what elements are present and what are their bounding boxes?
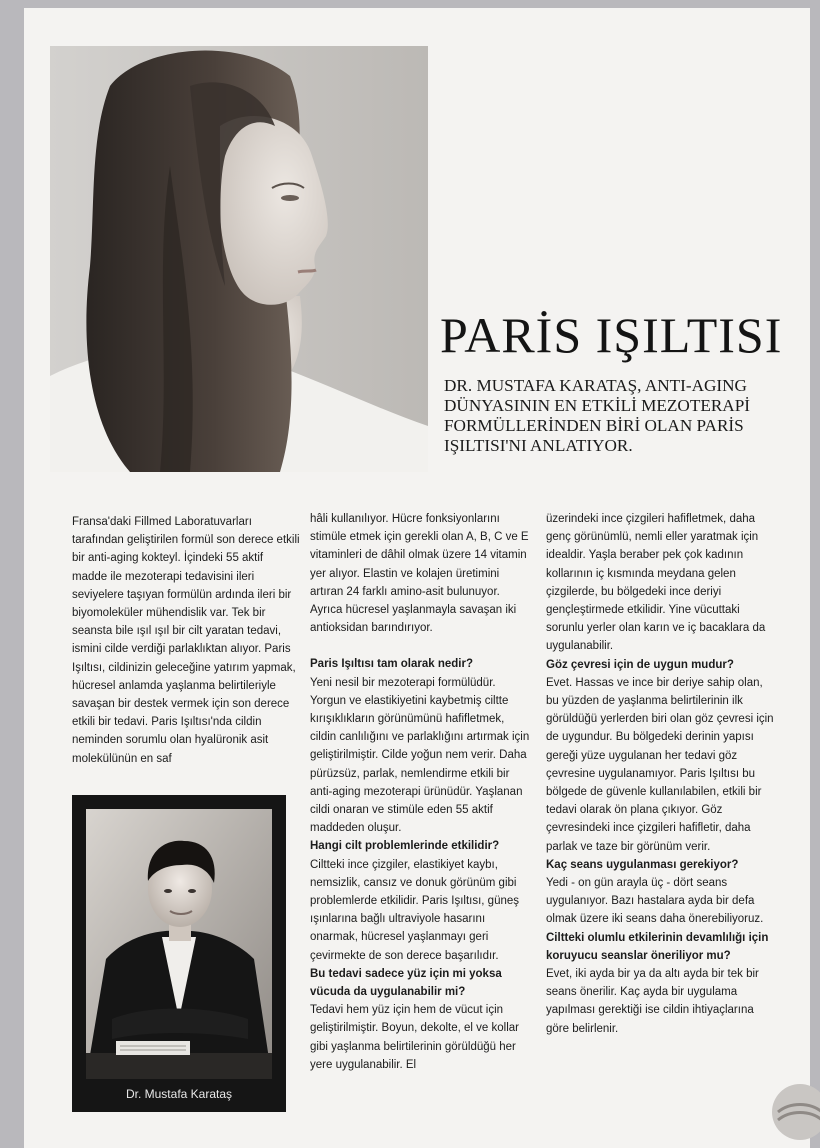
article-title: PARİS IŞILTISI: [440, 307, 783, 363]
text-column-1: [72, 513, 300, 768]
answer-paragraph: Tedavi hem yüz için hem de vücut için geliştirilmiştir. Boyun, dekolte, el ve kollar gibi yaşlanma belirtilerinin görüldüğü her yere uygulanabilir. El: [310, 1004, 519, 1071]
woman-portrait-illustration: [50, 46, 428, 472]
corner-emblem-icon: [770, 1082, 820, 1142]
intro-paragraph: Fransa'daki Fillmed Laboratuvarları tarafından geliştirilen formül son derece etkili bir anti-aging kokteyl. İçindeki 55 aktif madde ile mezoterapi tedavisini ileri seviyelere taşıyan formülün ardında ileri bir biyomoleküler mühendislik var. Tek bir seansta bile ışıl ışıl bir cilt yaratan tedavi, ismini cilde verdiği parlaklıktan alıyor. Paris Işıltısı, cildinizin geleceğine yatırım yapmak, hücresel anlamda yaşlanma belirtileriyle savaşan bir destek vermek için son derece etkili bir tedavi. Paris Işıltısı'nda cildin neminden sorumlu olan hyalüronik asit molekülünün en saf: [72, 516, 300, 765]
answer-paragraph: Ciltteki ince çizgiler, elastikiyet kaybı, nemsizlik, cansız ve donuk görünüm gibi problemlerde etkilidir. Paris Işıltısı, güneş ışınlarına bağlı ultraviyole hasarını onarmak, hücresel yaşlanmayı geri çevirmekte de son derece başarılıdır.: [310, 858, 520, 962]
question-heading: Paris Işıltısı tam olarak nedir?: [310, 658, 473, 671]
answer-paragraph: Yedi - on gün arayla üç - dört seans uygulanıyor. Bazı hastalara ayda bir defa olmak üzere iki seans daha önerebiliyoruz.: [546, 877, 764, 926]
photo-caption: Dr. Mustafa Karataş: [125, 1087, 233, 1101]
question-heading: Bu tedavi sadece yüz için mi yoksa vücuda da uygulanabilir mi?: [310, 967, 502, 999]
answer-paragraph: Yeni nesil bir mezoterapi formülüdür. Yorgun ve elastikiyetini kaybetmiş ciltte kırışıklıkların görünümünü hafifletmek, cildin canlılığını ve parlaklığını artırmak için geliştirilmiştir. Cilde yoğun nem verir. Daha pürüzsüz, parlak, nemlendirme etkili bir anti-aging mezoterapi ürünüdür. Yaşlanan cildi onaran ve stimüle eden 55 aktif maddeden oluşur.: [310, 676, 530, 835]
question-heading: Kaç seans uygulanması gerekiyor?: [546, 858, 739, 871]
text-column-3: [546, 510, 778, 1038]
question-heading: Göz çevresi için de uygun mudur?: [546, 658, 734, 671]
doctor-photo: [86, 809, 272, 1079]
answer-paragraph: Evet. Hassas ve ince bir deriye sahip olan, bu yüzden de yaşlanma belirtilerinin ilk görüldüğü yerlerden biri olan göz çevresi için de uygundur. Bu bölgedeki derinin yapısı gereği yüze uygulanan her tedavi göz çevresine uygulanamıyor. Paris Işıltısı bu bölgede de güvenle kullanılabilen, etkili bir tedavi olarak ön plana çıkıyor. Göz çevresindeki ince çizgileri hafifletir, daha parlak ve taze bir görünüm verir.: [546, 676, 774, 853]
paragraph-continued: üzerindeki ince çizgileri hafifletmek, daha genç görünümlü, nemli eller yaratmak için idealdir. Yaşla beraber pek çok kadının kollarının iç kısmında meydana gelen çizgilerde, bu bölgedeki ince deriyi gençleştirmede etkilidir. Yine vücuttaki sorunlu yerler olan karın ve iç bacaklara da uygulanabilir.: [546, 513, 766, 653]
paragraph-ingredients: hâli kullanılıyor. Hücre fonksiyonlarını stimüle etmek için gerekli olan A, B, C ve E vitaminleri de dâhil olmak üzere 14 vitamin yer alıyor. Elastin ve kolajen üretimini artıran 24 farklı amino-asit bulunuyor. Ayrıca hücresel yaşlanmayla savaşan iki antioksidan barındırıyor.: [310, 513, 529, 635]
doctor-photo-frame: [72, 795, 286, 1112]
question-heading: Hangi cilt problemlerinde etkilidir?: [310, 840, 500, 853]
question-heading: Ciltteki olumlu etkilerinin devamlılığı için koruyucu seanslar öneriliyor mu?: [546, 931, 769, 962]
man-portrait-illustration: [86, 809, 272, 1079]
text-column-2: [310, 510, 532, 1074]
answer-paragraph: Evet, iki ayda bir ya da altı ayda bir tek bir seans önerilir. Kaç ayda bir uygulama yapılması gerektiği ise cildin ihtiyaçlarına göre belirlenir.: [546, 968, 759, 1035]
paragraph-gap: [310, 637, 532, 655]
article-subtitle: DR. MUSTAFA KARATAŞ, ANTI-AGING DÜNYASININ EN ETKİLİ MEZOTERAPİ FORMÜLLERİNDEN BİRİ OLAN PARİS IŞILTISI'NI ANLATIYOR.: [444, 376, 750, 455]
hero-photo: [50, 46, 428, 472]
